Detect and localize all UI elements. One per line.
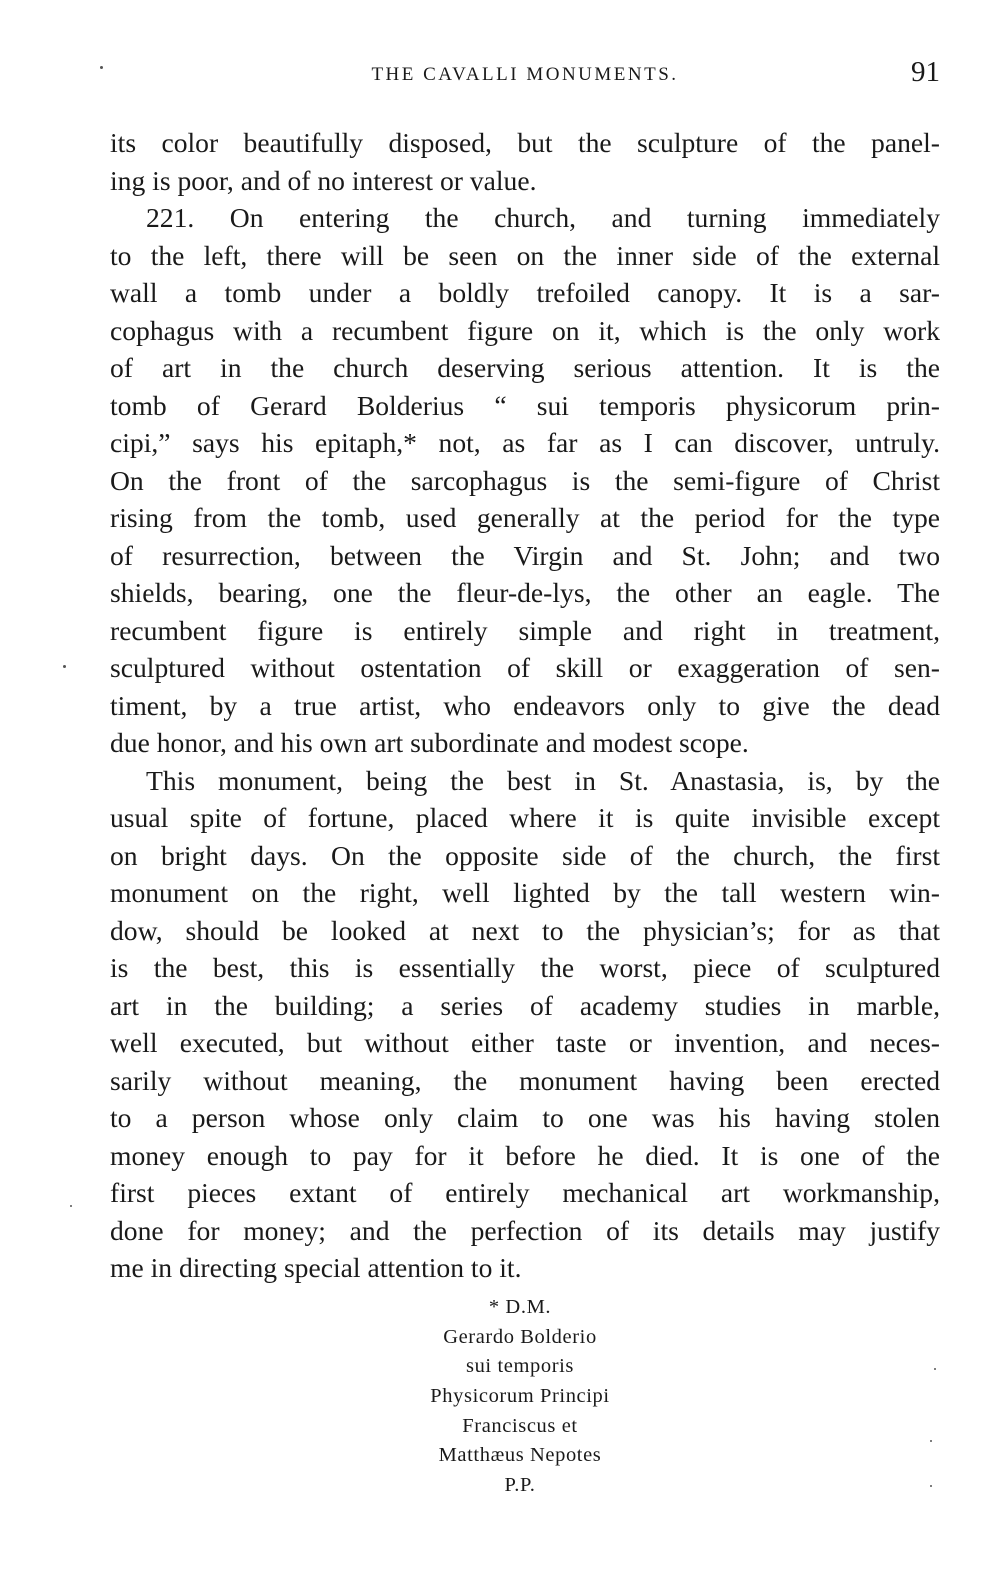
text-line: wall a tomb under a boldly trefoiled canopy. It is a sar- (110, 277, 940, 308)
text-line: tomb of Gerard Bolderius “ sui temporis physicorum prin- (110, 389, 940, 421)
text-line: rising from the tomb, used generally at the period for the type (110, 502, 940, 533)
text-line: recumbent figure is entirely simple and right in treatment, (110, 614, 940, 646)
footnote-line: Franciscus et (462, 1414, 578, 1437)
print-speck (930, 1485, 932, 1487)
text-line: well executed, but without either taste or invention, and neces- (110, 1027, 940, 1058)
text-line: sarily without meaning, the monument having been erected (110, 1064, 940, 1096)
text-line: usual spite of fortune, placed where it is quite invisible except (110, 802, 940, 833)
footnote-line: Gerardo Bolderio (443, 1325, 597, 1348)
text-line: art in the building; a series of academy studies in marble, (110, 989, 940, 1021)
running-head (110, 56, 940, 96)
print-speck (63, 665, 66, 668)
text-line: me in directing special attention to it. (110, 1252, 522, 1283)
text-line: of art in the church deserving serious attention. It is the (110, 352, 940, 383)
text-line: cipi,” says his epitaph,* not, as far as I can discover, untruly. (110, 427, 940, 458)
paragraph-start-line: 221. On entering the church, and turning immediately (146, 202, 940, 233)
paragraph-start-line: This monument, being the best in St. Anastasia, is, by the (146, 764, 940, 796)
text-line: due honor, and his own art subordinate and modest scope. (110, 727, 749, 758)
text-line: is the best, this is essentially the worst, piece of sculptured (110, 952, 940, 983)
text-line: done for money; and the perfection of its details may justify (110, 1214, 940, 1246)
footnote-line: sui temporis (466, 1355, 574, 1378)
text-line: cophagus with a recumbent figure on it, which is the only work (110, 314, 940, 346)
print-speck (100, 66, 103, 69)
footnote-epitaph (370, 1293, 670, 1501)
text-line: its color beautifully disposed, but the sculpture of the panel- (110, 127, 940, 158)
text-line: On the front of the sarcophagus is the semi-figure of Christ (110, 464, 940, 496)
text-line: on bright days. On the opposite side of the church, the first (110, 839, 940, 871)
body-text (110, 124, 940, 1287)
footnote-line: Matthæus Nepotes (438, 1444, 602, 1467)
text-line: shields, bearing, one the fleur-de-lys, the other an eagle. The (110, 577, 940, 608)
text-line: to the left, there will be seen on the inner side of the external (110, 239, 940, 271)
print-speck (934, 1368, 936, 1370)
text-line: dow, should be looked at next to the physician’s; for as that (110, 914, 940, 946)
text-line: of resurrection, between the Virgin and St. John; and two (110, 539, 940, 571)
text-line: first pieces extant of entirely mechanical art workmanship, (110, 1177, 940, 1208)
text-line: timent, by a true artist, who endeavors only to give the dead (110, 689, 940, 721)
text-line: money enough to pay for it before he died. It is one of the (110, 1139, 940, 1171)
print-speck (70, 1205, 72, 1207)
page-number: 91 (911, 56, 940, 88)
footnote-line: * D.M. (488, 1296, 552, 1318)
text-line: to a person whose only claim to one was his having stolen (110, 1102, 940, 1133)
running-title: THE CAVALLI MONUMENTS. (371, 64, 679, 85)
text-line: ing is poor, and of no interest or value. (110, 164, 537, 196)
print-speck (930, 1440, 932, 1442)
text-line: sculptured without ostentation of skill or exaggeration of sen- (110, 652, 940, 683)
footnote-line: P.P. (504, 1474, 536, 1497)
footnote-line: Physicorum Principi (430, 1385, 610, 1408)
text-line: monument on the right, well lighted by the tall western win- (110, 877, 940, 908)
